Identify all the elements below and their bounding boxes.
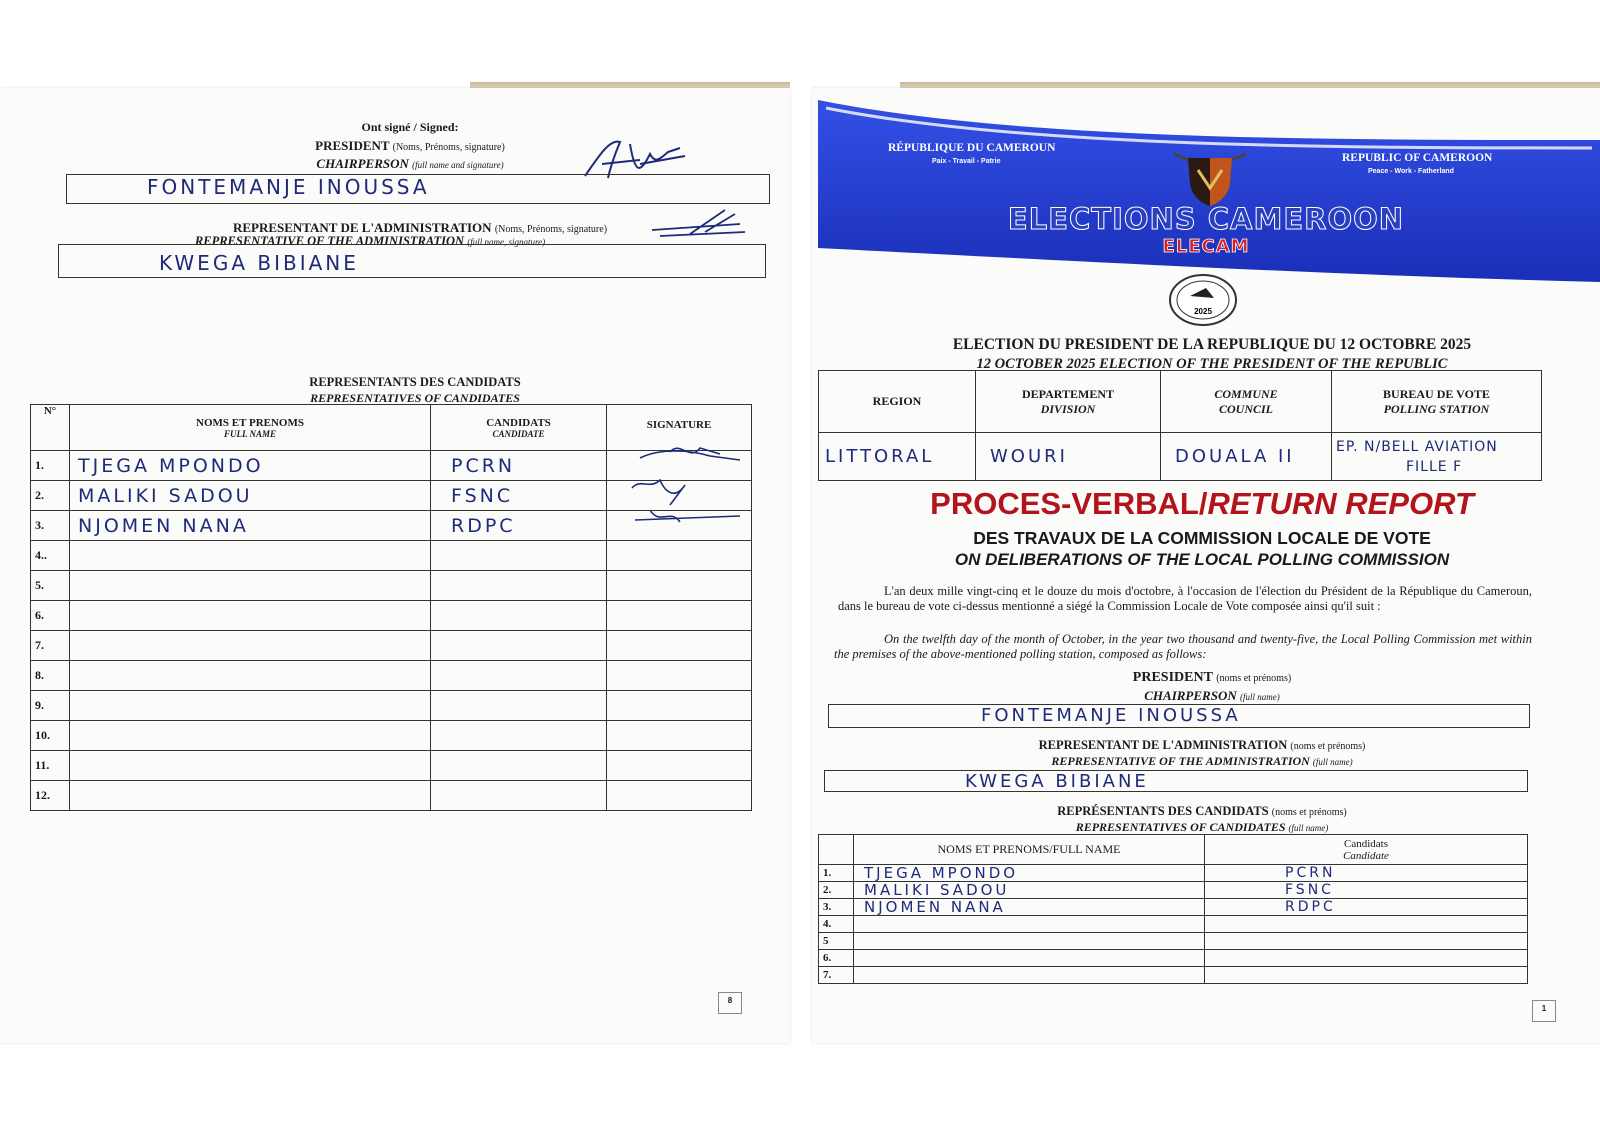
row-number: 10. (31, 721, 70, 751)
admin-heading-en: REPRESENTATIVE OF THE ADMINISTRATION (full name, signature) (194, 234, 546, 248)
row-number: 1. (31, 451, 70, 481)
row-number: 4. (819, 916, 854, 933)
table-row (819, 865, 1528, 882)
table-row (819, 899, 1528, 916)
candidate-party (1205, 950, 1528, 967)
president-name: FONTEMANJE INOUSSA (981, 705, 1241, 726)
header-region: REGION (819, 371, 976, 433)
table-row (31, 781, 752, 811)
row-number: 6. (31, 601, 70, 631)
coat-of-arms-icon (1168, 150, 1252, 208)
signature-cell (607, 721, 752, 751)
candidate-rep-name: TJEGA MPONDO (854, 865, 1205, 882)
candidate-party: RDPC (1205, 899, 1528, 916)
report-title: PROCES-VERBAL/RETURN REPORT (930, 486, 1474, 521)
candidate-party (431, 541, 607, 571)
admin-heading-en: REPRESENTATIVE OF THE ADMINISTRATION (full name) (1051, 754, 1353, 768)
candidate-party: RDPC (431, 511, 607, 541)
row-number: 2. (31, 481, 70, 511)
candidates-heading: REPRÉSENTANTS DES CANDIDATS (noms et prénoms) (1057, 804, 1347, 818)
value-division: WOURI (976, 433, 1161, 481)
candidate-rep-name (854, 967, 1205, 984)
president-name: FONTEMANJE INOUSSA (147, 175, 430, 199)
signature-cell (607, 751, 752, 781)
president-heading: PRESIDENT (noms et prénoms) (1132, 670, 1292, 685)
candidate-party (1205, 933, 1528, 950)
col-candidate: Candidats Candidate (1205, 835, 1528, 865)
signature-cell (607, 571, 752, 601)
candidate-rep-name (70, 601, 431, 631)
candidate-party (431, 721, 607, 751)
motto-fr: Paix - Travail - Patrie (932, 158, 1001, 165)
candidate-party: PCRN (431, 451, 607, 481)
candidate-rep-name (70, 781, 431, 811)
candidate-party (431, 751, 607, 781)
candidate-party (431, 781, 607, 811)
admin-name: KWEGA BIBIANE (159, 251, 359, 275)
candidate-party (431, 601, 607, 631)
candidate-rep-name (854, 916, 1205, 933)
candidate-rep-name (70, 661, 431, 691)
president-name-box (828, 704, 1530, 728)
intro-paragraph-en: On the twelfth day of the month of October, in the year two thousand and twenty-five, the Local Polling Commission met within the premises of the above-mentioned polling station, composed as follows: (834, 632, 1532, 661)
signed-label: Ont signé / Signed: (361, 120, 459, 134)
table-row (31, 721, 752, 751)
row-number: 9. (31, 691, 70, 721)
value-region: LITTORAL (819, 433, 976, 481)
table-row (819, 916, 1528, 933)
table-row (819, 933, 1528, 950)
header-division: DEPARTEMENT DIVISION (976, 371, 1161, 433)
republic-en: REPUBLIC OF CAMEROON (1342, 152, 1493, 164)
table-row (31, 541, 752, 571)
chairperson-heading: CHAIRPERSON (full name and signature) (316, 156, 504, 171)
row-number: 1. (819, 865, 854, 882)
table-row (819, 950, 1528, 967)
table-row (31, 631, 752, 661)
candidate-rep-name (70, 751, 431, 781)
candidate-rep-name: TJEGA MPONDO (70, 451, 431, 481)
signature-cell (607, 541, 752, 571)
col-candidate: CANDIDATS CANDIDATE (431, 405, 607, 451)
candidate-signatures (630, 430, 750, 530)
row-number: 11. (31, 751, 70, 781)
motto-en: Peace - Work - Fatherland (1368, 168, 1454, 175)
row-number: 7. (819, 967, 854, 984)
header-polling-station: BUREAU DE VOTE POLLING STATION (1332, 371, 1542, 433)
candidate-party (431, 571, 607, 601)
col-signature: SIGNATURE (607, 405, 752, 451)
admin-name: KWEGA BIBIANE (965, 771, 1149, 792)
candidate-rep-name (70, 571, 431, 601)
row-number: 2. (819, 882, 854, 899)
polling-station-table (818, 370, 1542, 481)
admin-heading: REPRESENTANT DE L'ADMINISTRATION (noms et prénoms) (1038, 738, 1366, 752)
election-title-fr: ELECTION DU PRESIDENT DE LA REPUBLIQUE DU 12 OCTOBRE 2025 (952, 336, 1472, 353)
row-number: 4.. (31, 541, 70, 571)
candidate-party (1205, 967, 1528, 984)
candidate-rep-name (854, 950, 1205, 967)
candidate-party (1205, 916, 1528, 933)
signature-cell (607, 661, 752, 691)
candidate-rep-name (70, 631, 431, 661)
election-seal-icon (1168, 274, 1238, 326)
admin-name-box (58, 244, 766, 278)
page-number: 1 (1532, 1000, 1556, 1022)
value-council: DOUALA II (1161, 433, 1332, 481)
president-heading: PRESIDENT (Noms, Prénoms, signature) (315, 138, 505, 153)
header-council: COMMUNE COUNCIL (1161, 371, 1332, 433)
page-number: 8 (718, 992, 742, 1014)
candidate-rep-name (70, 691, 431, 721)
candidates-title: REPRESENTANTS DES CANDIDATS (309, 375, 521, 389)
signature-cell (607, 781, 752, 811)
row-number: 3. (819, 899, 854, 916)
report-subtitle-en: ON DELIBERATIONS OF THE LOCAL POLLING COMMISSION (954, 550, 1450, 569)
row-number: 5. (31, 571, 70, 601)
table-row (819, 882, 1528, 899)
candidate-party: FSNC (431, 481, 607, 511)
republic-fr: RÉPUBLIQUE DU CAMEROUN (888, 142, 1056, 154)
return-report-page (812, 88, 1600, 1043)
table-row (31, 691, 752, 721)
table-row (31, 751, 752, 781)
signature-cell (607, 601, 752, 631)
candidate-rep-name (854, 933, 1205, 950)
president-name-box (66, 174, 770, 204)
admin-name-box (824, 770, 1528, 792)
candidate-rep-name: NJOMEN NANA (70, 511, 431, 541)
candidates-table (818, 834, 1528, 984)
signature-page (0, 88, 790, 1043)
table-row (31, 571, 752, 601)
candidate-rep-name: MALIKI SADOU (70, 481, 431, 511)
row-number: 8. (31, 661, 70, 691)
candidates-title-en: REPRESENTATIVES OF CANDIDATES (310, 391, 520, 405)
intro-paragraph-fr: L'an deux mille vingt-cinq et le douze du mois d'octobre, à l'occasion de l'élection du Président de la République du Cameroun, dans le bureau de vote ci-dessus mentionné a siégé la Commission Locale de Vote composée ainsi qu'il suit : (838, 584, 1532, 613)
value-polling-station: EP. N/BELL AVIATION FILLE F (1332, 433, 1542, 481)
candidates-heading-en: REPRESENTATIVES OF CANDIDATES (full name) (1075, 820, 1329, 834)
candidate-party (431, 661, 607, 691)
admin-signature (650, 206, 750, 240)
col-full-name: NOMS ET PRENOMS FULL NAME (70, 405, 431, 451)
candidate-party: PCRN (1205, 865, 1528, 882)
signature-cell (607, 691, 752, 721)
candidate-rep-name: MALIKI SADOU (854, 882, 1205, 899)
admin-heading: REPRESENTANT DE L'ADMINISTRATION (Noms, Prénoms, signature) (232, 220, 608, 235)
row-number: 7. (31, 631, 70, 661)
table-row (31, 661, 752, 691)
row-number: 6. (819, 950, 854, 967)
chairperson-heading: CHAIRPERSON (full name) (1144, 688, 1280, 703)
elections-cameroon-title: ELECTIONS CAMEROON (1007, 202, 1405, 236)
row-number: 3. (31, 511, 70, 541)
col-full-name: NOMS ET PRENOMS/FULL NAME (854, 835, 1205, 865)
candidate-rep-name (70, 721, 431, 751)
row-number: 5 (819, 933, 854, 950)
candidate-party (431, 631, 607, 661)
table-row (31, 601, 752, 631)
election-title-en: 12 OCTOBER 2025 ELECTION OF THE PRESIDENT OF THE REPUBLIC (976, 356, 1448, 372)
table-row (819, 967, 1528, 984)
candidate-rep-name (70, 541, 431, 571)
row-number: 12. (31, 781, 70, 811)
candidate-party: FSNC (1205, 882, 1528, 899)
seal-year: 2025 (1194, 307, 1212, 316)
signature-cell (607, 631, 752, 661)
col-number: N° (31, 405, 70, 451)
candidate-party (431, 691, 607, 721)
candidate-rep-name: NJOMEN NANA (854, 899, 1205, 916)
elecam-abbr: ELECAM (1162, 236, 1250, 257)
report-subtitle-fr: DES TRAVAUX DE LA COMMISSION LOCALE DE VOTE (973, 528, 1431, 548)
